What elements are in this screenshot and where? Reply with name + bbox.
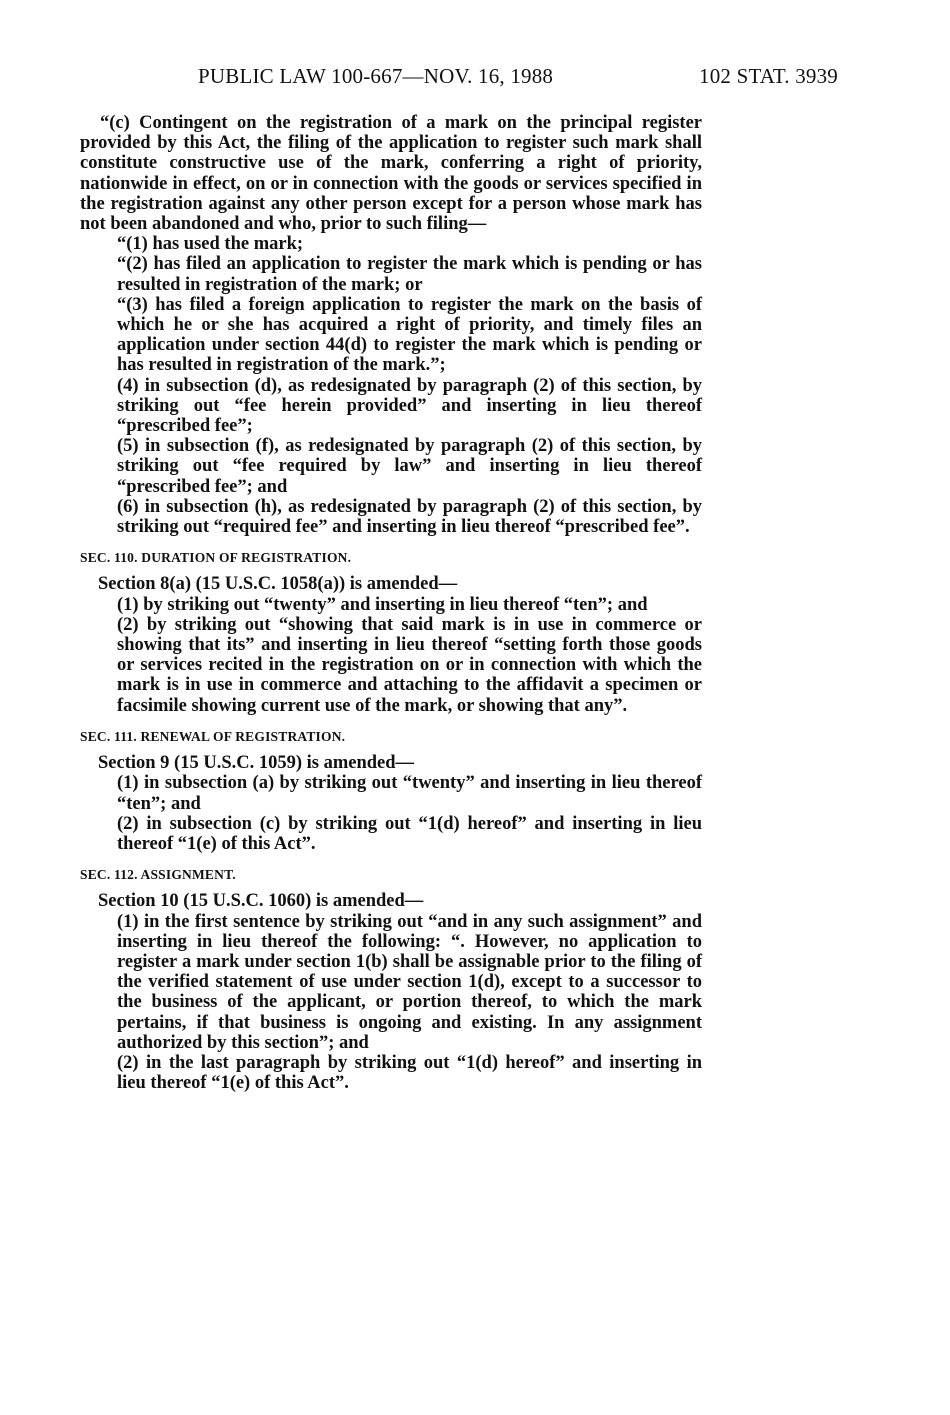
subsection-c-clause-3: “(3) has filed a foreign application to register the mark on the basis of which he or she has acquired a right of priority, and timely files an application under section 44(d) to register the mark which is pending or has resulted in registration of the mark.”;	[117, 294, 702, 376]
section-110-item-1: (1) by striking out “twenty” and inserting in lieu thereof “ten”; and	[117, 594, 648, 615]
section-112-item-2: (2) in the last paragraph by striking out “1(d) hereof” and inserting in lieu thereof “1(e) of this Act”.	[117, 1052, 702, 1094]
document-body	[80, 113, 702, 1093]
amendment-item-6: (6) in subsection (h), as redesignated by paragraph (2) of this section, by striking out “required fee” and inserting in lieu thereof “prescribed fee”.	[117, 496, 702, 538]
section-112-item-1: (1) in the first sentence by striking out “and in any such assignment” and inserting in lieu thereof the following: “. However, no application to register a mark under section 1(b) shall be assignable prior to the filing of the verified statement of use under section 1(d), except to a successor to the business of the applicant, or portion thereof, to which the mark pertains, if that business is ongoing and existing. In any assignment authorized by this section”; and	[117, 911, 702, 1053]
subsection-c-clause-1: “(1) has used the mark;	[117, 234, 304, 255]
amendment-item-4: (4) in subsection (d), as redesignated by paragraph (2) of this section, by striking out “fee herein provided” and inserting in lieu thereof “prescribed fee”;	[117, 375, 702, 437]
subsection-c-clause-2: “(2) has filed an application to register the mark which is pending or has resulted in registration of the mark; or	[117, 254, 702, 295]
section-110-intro: Section 8(a) (15 U.S.C. 1058(a)) is amended—	[98, 574, 458, 595]
section-111-item-1: (1) in subsection (a) by striking out “twenty” and inserting in lieu thereof “ten”; and	[117, 773, 702, 814]
section-112-intro: Section 10 (15 U.S.C. 1060) is amended—	[98, 891, 424, 912]
subsection-c-paragraph: “(c) Contingent on the registration of a mark on the principal register provided by this Act, the filing of the application to register such mark shall constitute constructive use of the mark, conferring a right of priority, nationwide in effect, on or in connection with the goods or services specified in the registration against any other person except for a person whose mark has not been abandoned and who, prior to such filing—	[80, 113, 702, 235]
section-111-item-2: (2) in subsection (c) by striking out “1(d) hereof” and inserting in lieu thereof “1(e) of this Act”.	[117, 813, 702, 854]
amendment-item-5: (5) in subsection (f), as redesignated by paragraph (2) of this section, by striking out “fee required by law” and inserting in lieu thereof “prescribed fee”; and	[117, 436, 702, 497]
running-header	[0, 64, 950, 92]
section-112-heading: SEC. 112. ASSIGNMENT.	[80, 867, 236, 883]
public-law-citation: PUBLIC LAW 100-667—NOV. 16, 1988	[198, 64, 554, 88]
section-110-item-2: (2) by striking out “showing that said mark is in use in commerce or showing that its” and inserting in lieu thereof “setting forth those goods or services recited in the registration on or in connection with which the mark is in use in commerce and attaching to the affidavit a specimen or facsimile showing current use of the mark, or showing that any”.	[117, 614, 702, 716]
statute-page-number: 102 STAT. 3939	[699, 64, 838, 88]
section-111-heading: SEC. 111. RENEWAL OF REGISTRATION.	[80, 728, 346, 744]
section-111-intro: Section 9 (15 U.S.C. 1059) is amended—	[98, 753, 415, 774]
section-110-heading: SEC. 110. DURATION OF REGISTRATION.	[80, 550, 352, 566]
